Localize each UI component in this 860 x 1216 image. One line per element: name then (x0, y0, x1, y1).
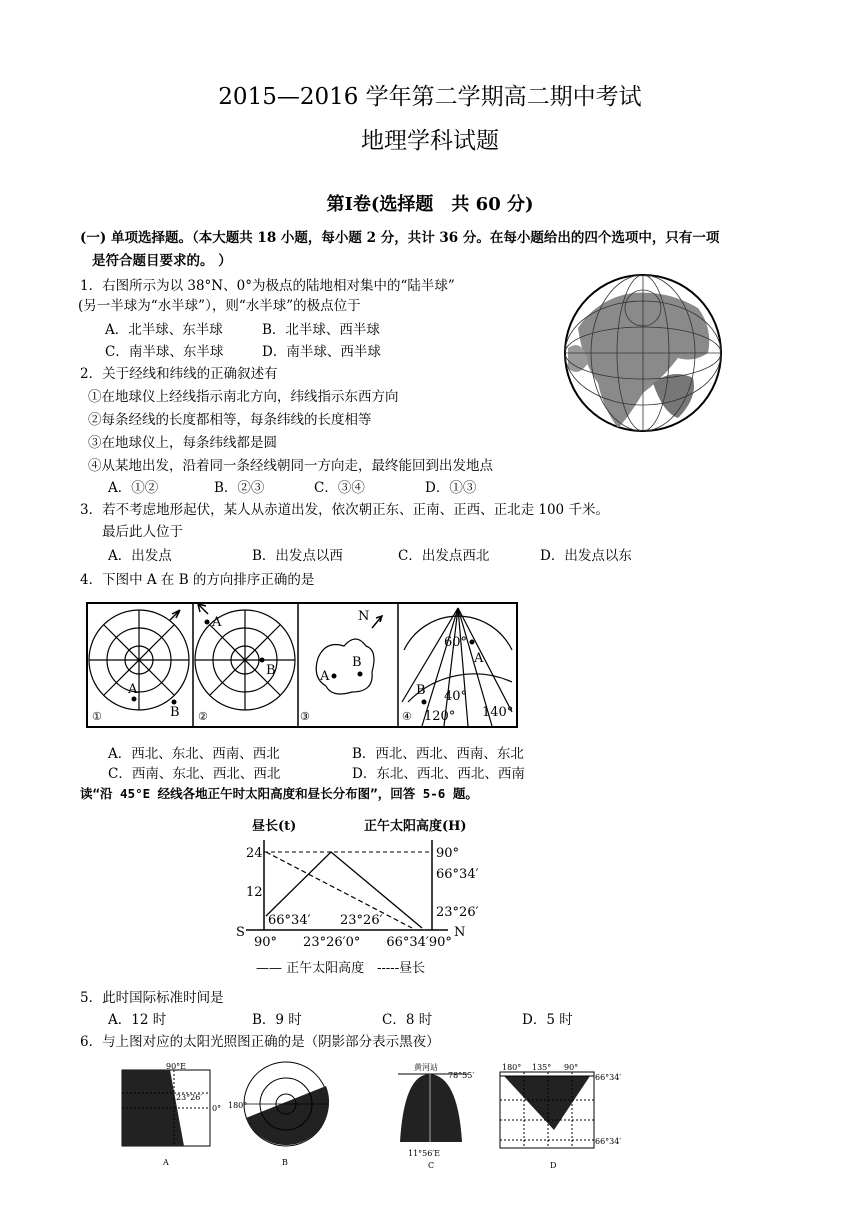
q4-fig3-number: ③ (300, 710, 310, 723)
read-prompt: 读“沿 45°E 经线各地正午时太阳高度和昼长分布图”，回答 5-6 题。 (80, 786, 478, 801)
q3-option-c: C．出发点西北 (398, 548, 490, 564)
q5-option-c: C．8 时 (382, 1012, 433, 1028)
q4-fig1-label-a: A (128, 682, 138, 697)
q6-a-0: 0° (212, 1104, 222, 1113)
q6-a-90e: 90°E (166, 1062, 187, 1071)
q5-option-b: B．9 时 (252, 1012, 302, 1028)
graph-right-90: 90° (436, 846, 460, 861)
q6-d-6634-top: 66°34′ (595, 1073, 622, 1082)
q2-statement-3: ③在地球仪上，每条纬线都是圆 (88, 435, 277, 451)
section-heading: 第Ⅰ卷(选择题 共 60 分) (326, 194, 534, 215)
q4-fig1-number: ① (92, 710, 102, 723)
land-hemisphere-globe (558, 268, 728, 438)
graph-left-axis-title: 昼长(t) (252, 819, 297, 834)
q2-statement-4: ④从某地出发，沿着同一条经线朝同一方向走，最终能回到出发地点 (88, 458, 493, 474)
q6-a-2326: 23°26′ (176, 1093, 203, 1102)
q2-statement-2: ②每条经线的长度都相等，每条纬线的长度相等 (88, 412, 372, 428)
q3-option-d: D．出发点以东 (540, 548, 632, 564)
q1-option-b: B．北半球、西半球 (262, 322, 380, 338)
q2-option-b: B．②③ (214, 480, 265, 496)
graph-north-label: N (454, 925, 466, 940)
q4-fig4-label-a: A (474, 651, 484, 666)
q5-option-a: A．12 时 (108, 1012, 167, 1028)
q4-direction-figures (86, 602, 518, 728)
q6-caption-a: A (163, 1158, 169, 1167)
q2-stem: 2．关于经线和纬线的正确叙述有 (80, 366, 278, 382)
graph-y-12: 12 (246, 885, 263, 900)
q4-option-d: D．东北、西北、西北、西南 (352, 766, 525, 782)
graph-south-label: S (236, 925, 245, 940)
q4-fig1-label-b: B (170, 705, 180, 720)
q4-option-a: A．西北、东北、西南、西北 (108, 746, 280, 762)
q6-illumination-figures (118, 1060, 638, 1180)
graph-right-2326: 23°26′ (436, 905, 479, 920)
q4-stem: 4．下图中 A 在 B 的方向排序正确的是 (80, 572, 315, 588)
graph-right-axis-title: 正午太阳高度(H) (364, 819, 467, 834)
q2-option-a: A．①② (108, 480, 159, 496)
q6-b-180: 180° (228, 1101, 248, 1110)
q6-c-lon: 11°56′E (408, 1149, 441, 1158)
exam-subtitle: 地理学科试题 (361, 128, 499, 154)
graph-inner-6634: 66°34′ (268, 913, 311, 928)
q4-option-b: B．西北、西北、西南、东北 (352, 746, 524, 762)
q3-option-b: B．出发点以西 (252, 548, 343, 564)
q6-d-180: 180° (502, 1063, 522, 1072)
q6-c-station: 黄河站 (414, 1063, 438, 1072)
q4-fig3-label-b: B (352, 655, 362, 670)
q4-fig4-lat60: 60° (444, 635, 468, 650)
q4-fig3-north-label: N (358, 609, 370, 624)
q4-fig4-lon140: 140° (482, 705, 514, 720)
q1-stem-line1: 1．右图所示为以 38°N、0°为极点的陆地相对集中的“陆半球” (80, 278, 455, 294)
q2-statement-1: ①在地球仪上经线指示南北方向，纬线指示东西方向 (88, 389, 399, 405)
q4-fig2-label-a: A (212, 615, 222, 630)
q6-caption-d: D (550, 1161, 557, 1170)
q5-option-d: D．5 时 (522, 1012, 573, 1028)
q4-fig4-lat40: 40° (444, 689, 468, 704)
instructions-line2: 是符合题目要求的。 ） (92, 253, 232, 269)
q6-d-6634-bottom: 66°34′ (595, 1137, 622, 1146)
q4-fig4-lon120: 120° (424, 709, 456, 724)
q1-option-c: C．南半球、东半球 (105, 344, 224, 360)
q3-option-a: A．出发点 (108, 548, 172, 564)
q6-caption-b: B (282, 1158, 288, 1167)
graph-right-6634: 66°34′ (436, 867, 479, 882)
q6-d-90: 90° (564, 1063, 579, 1072)
q4-fig4-number: ④ (402, 710, 412, 723)
solar-altitude-daylength-graph (236, 812, 506, 982)
q4-fig3-label-a: A (320, 669, 330, 684)
q6-stem: 6．与上图对应的太阳光照图正确的是（阴影部分表示黑夜） (80, 1034, 440, 1050)
q4-fig2-label-b: B (266, 663, 276, 678)
graph-y-24: 24 (246, 846, 263, 861)
q6-caption-c: C (428, 1161, 435, 1170)
q2-option-c: C．③④ (314, 480, 365, 496)
instructions-line1: (一) 单项选择题。（本大题共 18 小题，每小题 2 分，共计 36 分。在每小题给出的四个选项中，只有一项 (80, 230, 720, 246)
graph-inner-2326: 23°26′ (340, 913, 383, 928)
q5-stem: 5．此时国际标准时间是 (80, 990, 224, 1006)
q3-stem-line2: 最后此人位于 (102, 524, 183, 540)
graph-legend: —— 正午太阳高度 -----昼长 (256, 961, 426, 976)
q4-option-c: C．西南、东北、西北、西北 (108, 766, 281, 782)
graph-x-ticks: 90° 23°26′0° 66°34′90° (254, 935, 452, 950)
q4-fig4-label-b: B (416, 683, 426, 698)
q6-d-135: 135° (532, 1063, 552, 1072)
q2-option-d: D．①③ (425, 480, 477, 496)
q1-option-a: A．北半球、东半球 (105, 322, 223, 338)
q1-stem-line2: (另一半球为“水半球”），则“水半球”的极点位于 (78, 298, 361, 314)
q6-c-lat: 78°55′ (448, 1071, 475, 1080)
q3-stem-line1: 3．若不考虑地形起伏，某人从赤道出发，依次朝正东、正南、正西、正北走 100 千米。 (80, 502, 609, 518)
q1-option-d: D．南半球、西半球 (262, 344, 381, 360)
q4-fig2-number: ② (198, 710, 208, 723)
exam-title: 2015—2016 学年第二学期高二期中考试 (218, 84, 642, 110)
